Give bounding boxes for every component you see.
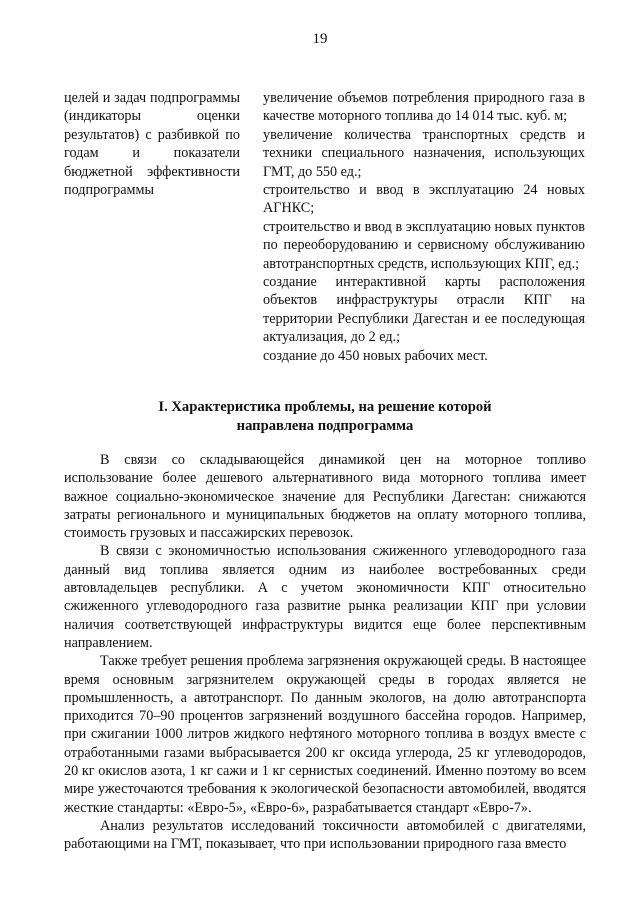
target-indicators-list <box>263 89 585 365</box>
page-number: 19 <box>312 31 328 47</box>
list-item: увеличение объемов потребления природного газа в качестве моторного топлива до 14 014 тыс. куб. м; <box>263 90 585 125</box>
paragraph: Также требует решения проблема загрязнения окружающей среды. В настоящее время основным загрязнителем окружающей среды в городах является не промышленность, а автотранспорт. По данным экологов, на долю автотранспорта приходится 70–90 процентов загрязнений воздушного бассейна городов. Например, при сжигании 1000 литров жидкого нефтяного моторного топлива в воздух вместе с отработанными газами выбрасывается 200 кг оксида углерода, 25 кг углеводородов, 20 кг окислов азота, 1 кг сажи и 1 кг сернистых соединений. Именно поэтому во всем мире ужесточаются требования к экологической безопасности автомобилей, вводятся жесткие стандарты: «Евро-5», «Евро-6», разрабатывается стандарт «Евро-7». <box>64 653 586 816</box>
body-text <box>64 451 586 854</box>
list-item: увеличение количества транспортных средств и техники специального назначения, использующих ГМТ, до 550 ед.; <box>263 126 585 180</box>
section-heading-line: направлена подпрограмма <box>236 418 414 434</box>
section-heading <box>64 398 586 436</box>
section-heading-line: I. Характеристика проблемы, на решение которой <box>158 399 492 415</box>
paragraph: В связи с экономичностью использования сжиженного углеводородного газа данный вид топлива является одним из наиболее востребованных среди автовладельцев республики. А с учетом экономичности КПГ относительно сжиженного углеводородного газа развитие рынка реализации КПГ при условии наличия соответствующей инфраструктуры видится еще более перспективным направлением. <box>64 543 586 651</box>
list-item: строительство и ввод в эксплуатацию 24 новых АГНКС; <box>263 182 585 217</box>
list-item: создание интерактивной карты расположения объектов инфраструктуры отрасли КПГ на территории Республики Дагестан и ее последующая актуализация, до 2 ед.; <box>263 274 585 346</box>
list-item: создание до 450 новых рабочих мест. <box>263 347 488 364</box>
paragraph: Анализ результатов исследований токсичности автомобилей с двигателями, работающими на ГМТ, показывает, что при использовании природного газа вместо <box>64 817 586 853</box>
paragraph: В связи со складывающейся динамикой цен на моторное топливо использование более дешевого альтернативного вида моторного топлива имеет важное социально-экономическое значение для Республики Дагестан: снижаются затраты регионального и муниципальных бюджетов на оплату моторного топлива, стоимость грузовых и пассажирских перевозок. <box>64 452 586 542</box>
list-item: строительство и ввод в эксплуатацию новых пунктов по переоборудованию и сервисному обслуживанию автотранспортных средств, использующих КПГ, ед.; <box>263 218 585 272</box>
table-row-label: целей и задач подпрограммы (индикаторы оценки результатов) с разбивкой по годам и показатели бюджетной эффективности подпрограммы <box>64 90 240 199</box>
